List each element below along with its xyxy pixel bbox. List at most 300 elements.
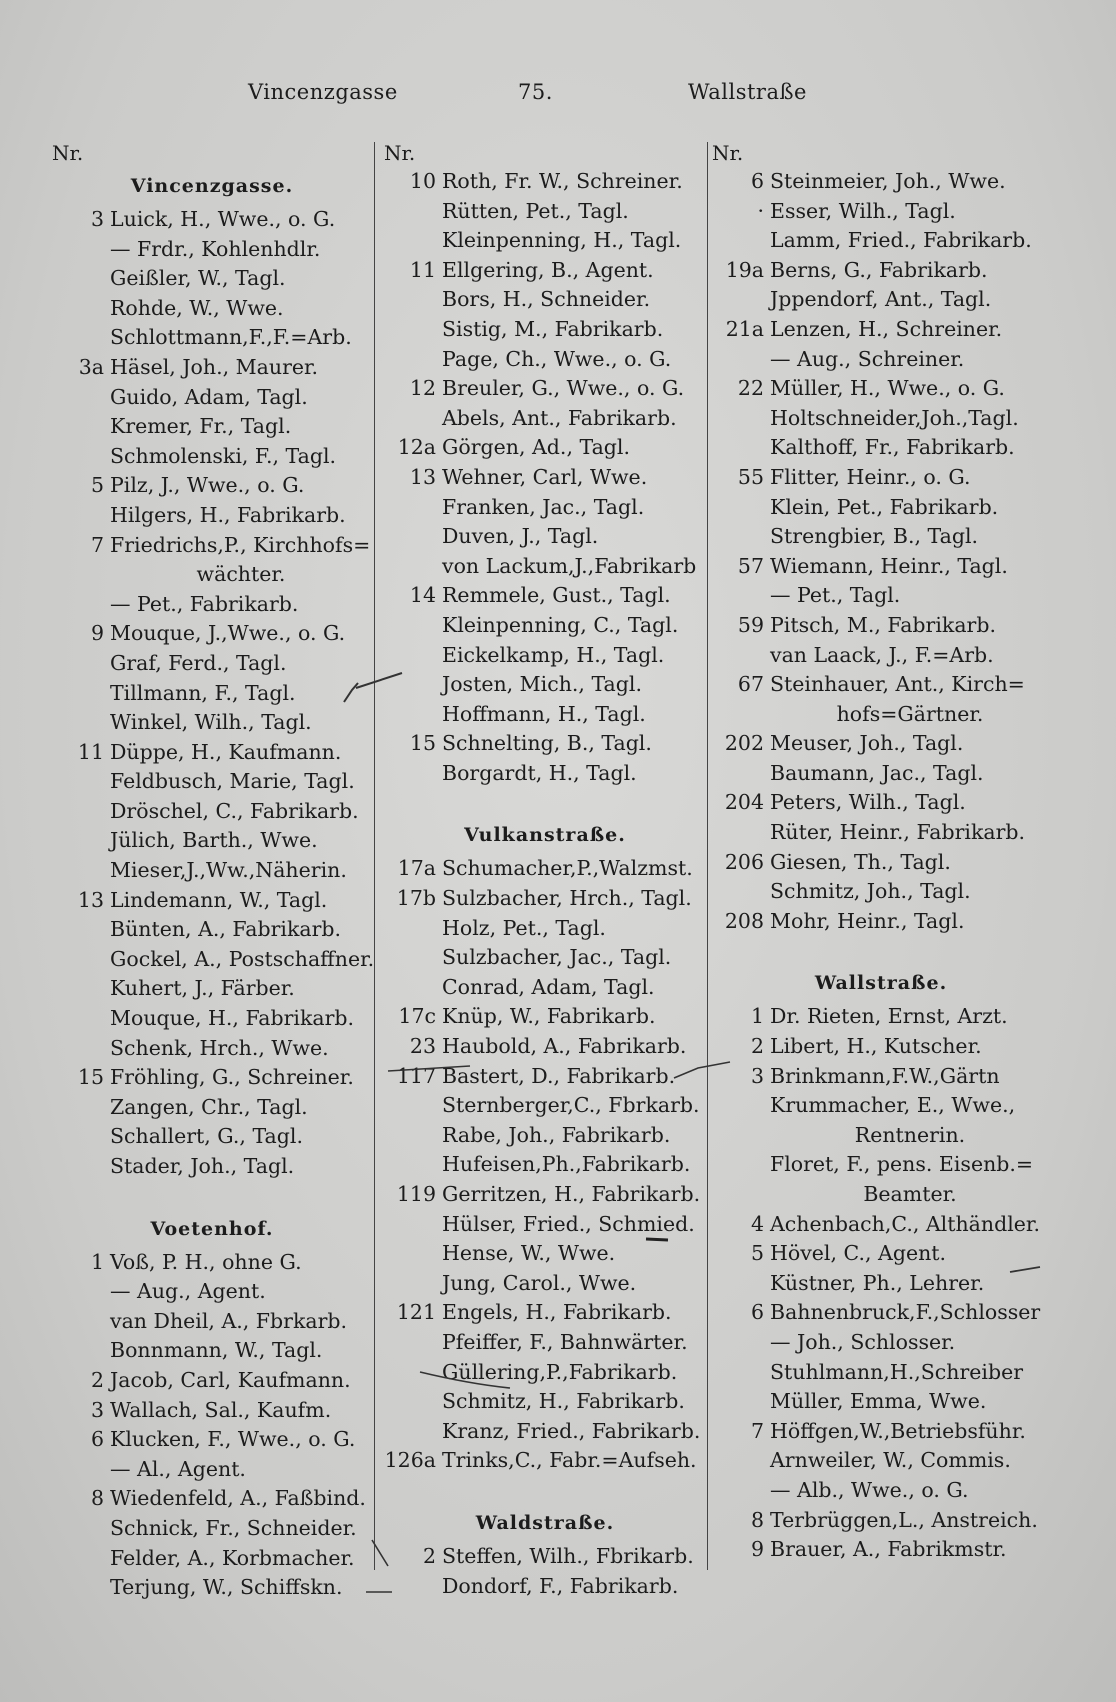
house-number (52, 1307, 110, 1337)
directory-entry (384, 256, 706, 286)
house-number: 59 (737, 612, 764, 637)
house-number: 9 (750, 1537, 764, 1562)
resident-entry: Lindemann, W., Tagl. (110, 887, 328, 912)
directory-entry (712, 700, 1050, 730)
directory-entry (384, 1417, 706, 1447)
resident-entry: Schlottmann,F.,F.=Arb. (110, 325, 352, 350)
house-number (52, 945, 110, 975)
house-number: 1 (750, 1004, 764, 1029)
directory-entry (52, 235, 372, 265)
house-number (52, 412, 110, 442)
directory-entry (384, 1298, 706, 1328)
house-number (384, 973, 442, 1003)
resident-entry: Bünten, A., Fabrikarb. (110, 917, 342, 942)
directory-entry (52, 1366, 372, 1396)
house-number: 8 (750, 1507, 764, 1532)
resident-entry: Eickelkamp, H., Tagl. (442, 642, 665, 667)
resident-entry: Mouque, J.,Wwe., o. G. (110, 621, 346, 646)
house-number (52, 826, 110, 856)
running-head-left: Vincenzgasse (248, 80, 398, 104)
resident-entry: Gerritzen, H., Fabrikarb. (442, 1182, 701, 1206)
directory-entry (52, 1152, 372, 1182)
directory-entry (52, 442, 372, 472)
house-number (52, 1004, 110, 1034)
directory-entry (712, 463, 1050, 493)
directory-entry (52, 1514, 372, 1544)
resident-entry: Kremer, Fr., Tagl. (110, 414, 292, 439)
directory-entry (52, 886, 372, 916)
house-number (384, 1328, 442, 1358)
directory-entry (712, 611, 1050, 641)
directory-entry (384, 641, 706, 671)
directory-entry (52, 1122, 372, 1152)
resident-entry: Conrad, Adam, Tagl. (442, 974, 655, 999)
resident-entry: Kleinpenning, H., Tagl. (442, 228, 682, 253)
house-number: 6 (90, 1427, 104, 1452)
house-number (712, 285, 770, 315)
house-number (384, 641, 442, 671)
resident-entry: Rabe, Joh., Fabrikarb. (442, 1122, 671, 1147)
house-number (384, 1417, 442, 1447)
directory-entry (384, 167, 706, 197)
directory-entry (384, 1239, 706, 1269)
resident-entry: Pitsch, M., Fabrikarb. (770, 612, 996, 637)
directory-entry (52, 531, 372, 561)
house-number: 17c (398, 1004, 436, 1029)
resident-entry: Rüter, Heinr., Fabrikarb. (770, 820, 1026, 845)
directory-entry (712, 1328, 1050, 1358)
directory-entry (712, 1417, 1050, 1447)
resident-entry: Klein, Pet., Fabrikarb. (770, 494, 999, 519)
resident-entry: Dondorf, F., Fabrikarb. (442, 1573, 679, 1598)
resident-entry: Jacob, Carl, Kaufmann. (110, 1367, 351, 1392)
directory-entry (712, 1387, 1050, 1417)
resident-entry: Wiedenfeld, A., Faßbind. (110, 1486, 366, 1511)
resident-entry: Steffen, Wilh., Fbrikarb. (442, 1543, 694, 1568)
resident-entry: Remmele, Gust., Tagl. (442, 583, 671, 608)
directory-entry (712, 374, 1050, 404)
house-number (52, 264, 110, 294)
resident-entry: Sulzbacher, Hrch., Tagl. (442, 886, 692, 911)
resident-entry: Ellgering, B., Agent. (442, 257, 654, 282)
house-number: 117 (396, 1063, 436, 1088)
house-number (712, 1150, 770, 1180)
directory-entry (712, 1091, 1050, 1121)
directory-entry (52, 1425, 372, 1455)
directory-entry (384, 1062, 706, 1092)
house-number (712, 493, 770, 523)
directory-entry (52, 1336, 372, 1366)
directory-entry (52, 679, 372, 709)
resident-entry: Arnweiler, W., Commis. (770, 1448, 1011, 1473)
house-number (384, 1387, 442, 1417)
directory-entry (712, 1446, 1050, 1476)
resident-entry: Lenzen, H., Schreiner. (770, 316, 1003, 341)
directory-entry (52, 1004, 372, 1034)
house-number (712, 433, 770, 463)
house-number (712, 818, 770, 848)
directory-entry (52, 560, 372, 590)
house-number (52, 649, 110, 679)
house-number: 21a (725, 316, 764, 341)
section-gap (712, 936, 1050, 964)
resident-entry: Kuhert, J., Färber. (110, 976, 295, 1001)
house-number (712, 522, 770, 552)
directory-entry (712, 1298, 1050, 1328)
house-number: 23 (409, 1034, 436, 1059)
house-number (52, 708, 110, 738)
house-number (384, 197, 442, 227)
resident-entry: Flitter, Heinr., o. G. (770, 464, 971, 489)
directory-entry (384, 1002, 706, 1032)
resident-entry: Bahnenbruck,F.,Schlosser (770, 1300, 1041, 1325)
house-number: 7 (90, 532, 104, 557)
directory-entry (52, 590, 372, 620)
resident-entry: Fröhling, G., Schreiner. (110, 1065, 354, 1090)
directory-entry (384, 1358, 706, 1388)
resident-entry: Rohde, W., Wwe. (110, 295, 284, 320)
house-number (384, 345, 442, 375)
house-number (52, 856, 110, 886)
directory-entry (52, 619, 372, 649)
directory-entry (712, 818, 1050, 848)
house-number: 4 (750, 1211, 764, 1236)
resident-entry: Kalthoff, Fr., Fabrikarb. (770, 435, 1015, 460)
directory-entry (712, 522, 1050, 552)
house-number: 5 (750, 1241, 764, 1266)
directory-entry (384, 1091, 706, 1121)
resident-entry: Berns, G., Fabrikarb. (770, 257, 988, 282)
resident-entry: Breuler, G., Wwe., o. G. (442, 376, 685, 401)
house-number (712, 1269, 770, 1299)
resident-entry: Dröschel, C., Fabrikarb. (110, 798, 359, 823)
resident-entry: Hufeisen,Ph.,Fabrikarb. (442, 1152, 691, 1177)
house-number: 13 (77, 887, 104, 912)
house-number (712, 404, 770, 434)
house-number: 12a (397, 435, 436, 460)
resident-entry: Lamm, Fried., Fabrikarb. (770, 228, 1032, 253)
house-number: 8 (90, 1486, 104, 1511)
directory-entry (384, 226, 706, 256)
directory-entry (52, 294, 372, 324)
house-number: 206 (724, 849, 764, 874)
street-heading: Wallstraße. (814, 972, 948, 995)
house-number: 57 (737, 553, 764, 578)
resident-entry: Sistig, M., Fabrikarb. (442, 316, 664, 341)
street-heading: Vincenzgasse. (130, 175, 294, 197)
house-number (712, 1446, 770, 1476)
resident-entry: Holz, Pet., Tagl. (442, 915, 606, 940)
house-number (384, 943, 442, 973)
house-number (712, 877, 770, 907)
resident-entry: Borgardt, H., Tagl. (442, 760, 637, 785)
directory-entry (52, 1034, 372, 1064)
house-number (384, 670, 442, 700)
directory-entry (712, 1506, 1050, 1536)
directory-entry (384, 1572, 706, 1602)
street-heading: Voetenhof. (150, 1217, 274, 1240)
resident-entry: Bastert, D., Fabrikarb. (442, 1063, 676, 1088)
page-number: 75. (518, 80, 553, 104)
house-number (384, 493, 442, 523)
resident-entry: Schmolenski, F., Tagl. (110, 443, 337, 468)
house-number (52, 1336, 110, 1366)
directory-entry (384, 729, 706, 759)
resident-entry: — Al., Agent. (110, 1456, 246, 1481)
directory-entry (712, 788, 1050, 818)
directory-entry (384, 973, 706, 1003)
directory-entry (712, 285, 1050, 315)
house-number (712, 1121, 770, 1151)
resident-entry: Hense, W., Wwe. (442, 1241, 616, 1266)
directory-entry (52, 323, 372, 353)
resident-entry: Häsel, Joh., Maurer. (110, 354, 319, 379)
resident-entry: Schnelting, B., Tagl. (442, 731, 652, 756)
house-number (384, 1239, 442, 1269)
resident-entry: Wallach, Sal., Kaufm. (110, 1397, 332, 1422)
resident-entry: Libert, H., Kutscher. (770, 1034, 982, 1059)
resident-entry: von Lackum,J.,Fabrikarb (442, 553, 697, 578)
directory-entry (384, 552, 706, 582)
directory-entry (384, 1150, 706, 1180)
house-number: 9 (90, 621, 104, 646)
house-number: 6 (750, 1300, 764, 1325)
resident-entry: Terbrüggen,L., Anstreich. (770, 1507, 1038, 1532)
column-nr-label: Nr. (384, 141, 416, 165)
resident-entry: Duven, J., Tagl. (442, 524, 599, 549)
resident-entry: — Aug., Agent. (110, 1279, 266, 1304)
resident-entry: Meuser, Joh., Tagl. (770, 731, 964, 756)
house-number (52, 235, 110, 265)
directory-entry (384, 943, 706, 973)
directory-entry (712, 197, 1050, 227)
resident-entry: Guido, Adam, Tagl. (110, 384, 308, 409)
resident-entry: Haubold, A., Fabrikarb. (442, 1034, 687, 1059)
directory-entry (384, 345, 706, 375)
resident-entry: Josten, Mich., Tagl. (442, 672, 642, 697)
house-number (384, 1121, 442, 1151)
directory-entry (384, 463, 706, 493)
resident-entry: Rentnerin. (854, 1122, 966, 1147)
directory-entry (384, 700, 706, 730)
house-number (384, 1210, 442, 1240)
column-divider (374, 142, 375, 1570)
house-number: 3 (90, 207, 104, 231)
directory-entry (52, 1277, 372, 1307)
directory-entry (384, 433, 706, 463)
directory-entry (384, 581, 706, 611)
house-number (52, 323, 110, 353)
house-number (712, 1091, 770, 1121)
directory-entry (384, 197, 706, 227)
resident-entry: Esser, Wilh., Tagl. (770, 198, 956, 223)
directory-entry (52, 1573, 372, 1603)
house-number (384, 226, 442, 256)
directory-entry (52, 1484, 372, 1514)
resident-entry: Mouque, H., Fabrikarb. (110, 1006, 355, 1031)
resident-entry: — Joh., Schlosser. (770, 1329, 956, 1354)
house-number: 2 (90, 1367, 104, 1392)
resident-entry: Wiemann, Heinr., Tagl. (770, 553, 1008, 578)
running-head (0, 80, 1116, 114)
resident-entry: Güllering,P.,Fabrikarb. (442, 1359, 678, 1384)
resident-entry: — Aug., Schreiner. (770, 346, 965, 371)
house-number: 15 (409, 731, 436, 756)
house-number (712, 1387, 770, 1417)
house-number: 1 (90, 1249, 104, 1274)
resident-entry: Pilz, J., Wwe., o. G. (110, 473, 305, 498)
resident-entry: Knüp, W., Fabrikarb. (442, 1004, 656, 1029)
resident-entry: Mieser,J.,Ww.,Näherin. (110, 858, 347, 883)
directory-entry (712, 1476, 1050, 1506)
resident-entry: van Dheil, A., Fbrkarb. (110, 1308, 348, 1333)
directory-entry (52, 649, 372, 679)
resident-entry: Dr. Rieten, Ernst, Arzt. (770, 1004, 1008, 1029)
column-divider (707, 142, 708, 1570)
directory-entry (712, 848, 1050, 878)
resident-entry: Stuhlmann,H.,Schreiber (770, 1359, 1024, 1384)
directory-entry (712, 433, 1050, 463)
resident-entry: Engels, H., Fabrikarb. (442, 1300, 672, 1325)
house-number (384, 315, 442, 345)
house-number: 3 (750, 1063, 764, 1088)
resident-entry: — Pet., Fabrikarb. (110, 591, 299, 616)
directory-entry (52, 1544, 372, 1574)
resident-entry: Floret, F., pens. Eisenb.= (770, 1152, 1034, 1177)
resident-entry: Schmitz, Joh., Tagl. (770, 879, 971, 904)
house-number (384, 700, 442, 730)
directory-entry (384, 285, 706, 315)
resident-entry: Strengbier, B., Tagl. (770, 524, 979, 549)
resident-entry: Peters, Wilh., Tagl. (770, 790, 966, 815)
column-nr-label: Nr. (52, 141, 84, 165)
resident-entry: Abels, Ant., Fabrikarb. (442, 405, 677, 430)
column-2 (384, 139, 706, 1598)
house-number (384, 404, 442, 434)
resident-entry: Holtschneider,Joh.,Tagl. (770, 405, 1019, 430)
directory-entry (52, 353, 372, 383)
directory-entry (712, 1269, 1050, 1299)
resident-entry: Hilgers, H., Fabrikarb. (110, 502, 346, 527)
directory-entry (52, 264, 372, 294)
house-number (52, 501, 110, 531)
house-number: 12 (409, 376, 436, 401)
house-number (52, 294, 110, 324)
house-number (52, 1122, 110, 1152)
running-head-right: Wallstraße (688, 80, 807, 104)
directory-entry (384, 1542, 706, 1572)
directory-entry (384, 1387, 706, 1417)
directory-entry (384, 315, 706, 345)
resident-entry: Felder, A., Korbmacher. (110, 1545, 355, 1570)
resident-entry: Görgen, Ad., Tagl. (442, 435, 630, 460)
house-number (384, 1150, 442, 1180)
directory-entry (712, 345, 1050, 375)
resident-entry: Voß, P. H., ohne G. (110, 1249, 302, 1274)
directory-entry (712, 226, 1050, 256)
section-gap (52, 1182, 372, 1210)
directory-entry (52, 1248, 372, 1278)
resident-entry: — Alb., Wwe., o. G. (770, 1477, 969, 1502)
resident-entry: Steinhauer, Ant., Kirch= (770, 672, 1025, 697)
directory-entry (52, 915, 372, 945)
house-number (384, 552, 442, 582)
directory-entry (384, 884, 706, 914)
house-number: 126a (384, 1448, 436, 1473)
resident-entry: Kleinpenning, C., Tagl. (442, 612, 679, 637)
street-heading: Vulkanstraße. (464, 824, 626, 847)
house-number (712, 1358, 770, 1388)
directory-entry (52, 412, 372, 442)
resident-entry: Schenk, Hrch., Wwe. (110, 1035, 329, 1060)
house-number (52, 1455, 110, 1485)
directory-entry (712, 1121, 1050, 1151)
resident-entry: Mohr, Heinr., Tagl. (770, 908, 965, 933)
house-number: 119 (396, 1182, 436, 1206)
directory-entry (52, 767, 372, 797)
house-number (712, 1476, 770, 1506)
directory-entry (712, 1150, 1050, 1180)
directory-entry (712, 1210, 1050, 1240)
directory-entry (52, 1396, 372, 1426)
house-number (52, 1152, 110, 1182)
directory-entry (712, 1032, 1050, 1062)
resident-entry: Tillmann, F., Tagl. (110, 680, 296, 705)
resident-entry: Stader, Joh., Tagl. (110, 1154, 295, 1178)
directory-entry (384, 854, 706, 884)
house-number (52, 1544, 110, 1574)
resident-entry: Achenbach,C., Althändler. (770, 1211, 1040, 1236)
resident-entry: Schnick, Fr., Schneider. (110, 1515, 357, 1540)
house-number (52, 1034, 110, 1064)
resident-entry: — Pet., Tagl. (770, 583, 901, 608)
directory-entry (712, 581, 1050, 611)
directory-entry (384, 1269, 706, 1299)
resident-entry: Graf, Ferd., Tagl. (110, 650, 287, 675)
resident-entry: Sulzbacher, Jac., Tagl. (442, 945, 672, 970)
resident-entry: Jülich, Barth., Wwe. (110, 828, 318, 853)
resident-entry: Luick, H., Wwe., o. G. (110, 207, 336, 231)
house-number (384, 611, 442, 641)
house-number (52, 560, 110, 590)
column-nr-label: Nr. (712, 141, 744, 165)
resident-entry: Page, Ch., Wwe., o. G. (442, 346, 672, 371)
resident-entry: Brinkmann,F.W.,Gärtn (770, 1063, 1000, 1088)
house-number: 2 (750, 1034, 764, 1059)
house-number: 202 (724, 731, 764, 756)
directory-entry (384, 1032, 706, 1062)
house-number: 5 (90, 473, 104, 498)
house-number: 11 (409, 257, 436, 282)
resident-entry: — Frdr., Kohlenhdlr. (110, 236, 321, 261)
resident-entry: Roth, Fr. W., Schreiner. (442, 169, 683, 193)
directory-entry (384, 1121, 706, 1151)
house-number (712, 345, 770, 375)
house-number (384, 285, 442, 315)
directory-entry (712, 1239, 1050, 1269)
house-number: 3a (78, 354, 104, 379)
directory-entry (384, 670, 706, 700)
resident-entry: Höffgen,W.,Betriebsführ. (770, 1418, 1026, 1443)
directory-entry (52, 1307, 372, 1337)
resident-entry: Jppendorf, Ant., Tagl. (770, 287, 992, 312)
directory-entry (52, 945, 375, 975)
house-number: 17a (397, 856, 436, 881)
house-number: 55 (737, 464, 764, 489)
directory-entry (712, 729, 1050, 759)
directory-entry (52, 738, 372, 768)
house-number (52, 797, 110, 827)
